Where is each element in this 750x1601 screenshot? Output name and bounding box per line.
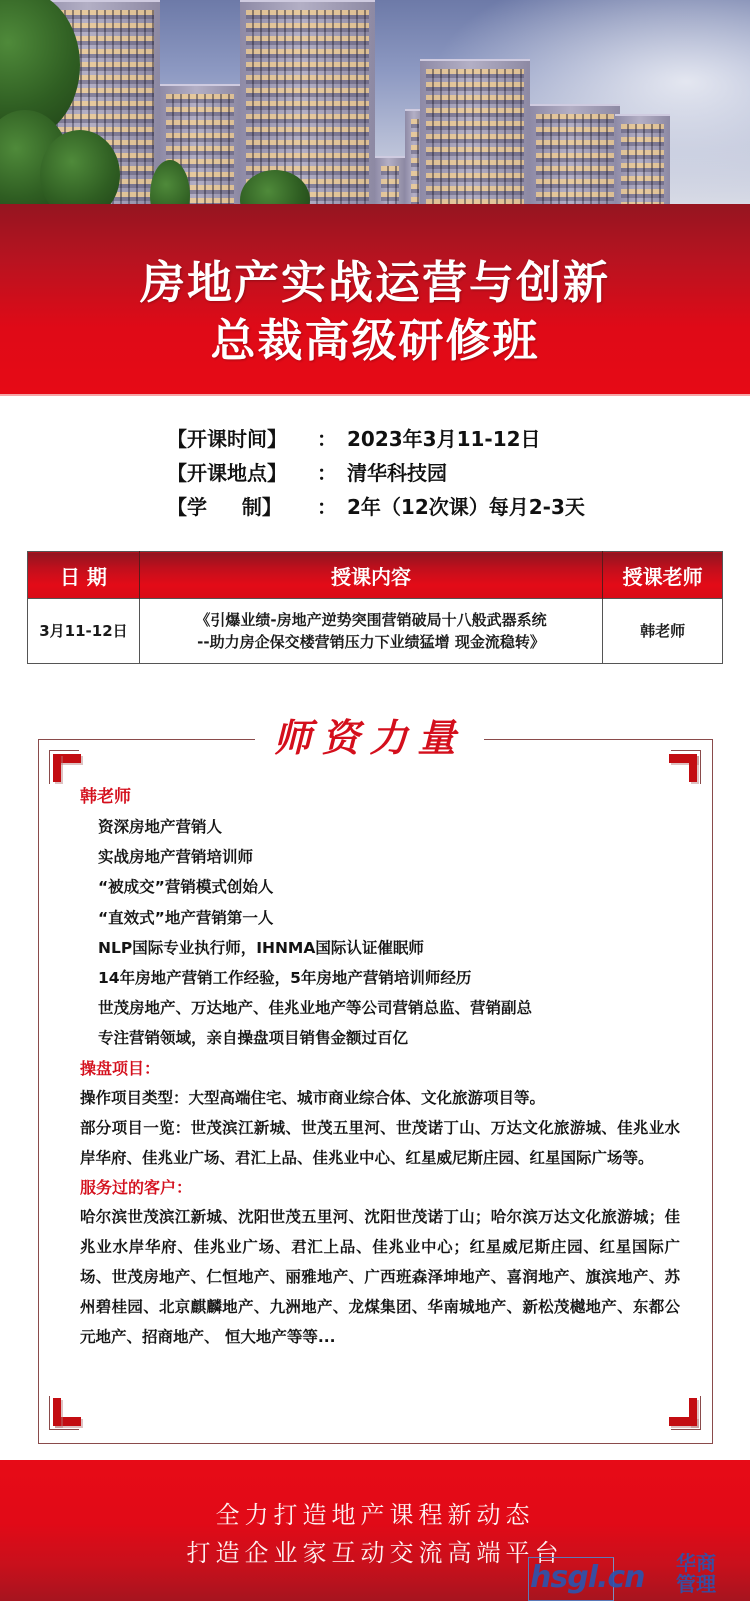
clients-list: 哈尔滨世茂滨江新城、沈阳世茂五里河、沈阳世茂诺丁山；哈尔滨万达文化旅游城；佳兆业水岸华府、佳兆业广场、君汇上品、佳兆业中心；红星威尼斯庄园、红星国际广场、世茂房地产、仁恒地产、丽雅地产、广西班森泽坤地产、喜润地产、旗滨地产、苏州碧桂园、北京麒麟地产、九洲地产、龙煤集团、华南城地产、新松茂樾地产、东都公元地产、招商地产、 恒大地产等等... (80, 1207, 680, 1346)
info-colon: ： (317, 460, 337, 485)
info-label: 【学 制】 (167, 494, 282, 519)
column-header-teacher: 授课老师 (603, 552, 723, 599)
faculty-content (80, 782, 700, 1352)
footer-slogan-1: 全力打造地产课程新动态 (215, 1501, 535, 1529)
building (375, 156, 405, 204)
footer-slogan-2: 打造企业家互动交流高端平台 (186, 1539, 564, 1567)
info-label: 【开课地点】 (167, 460, 287, 485)
content-line-1: 《引爆业绩-房地产逆势突围营销破局十八般武器系统 (195, 611, 547, 629)
projects-heading: 操盘项目： (80, 1058, 161, 1078)
page-title-line-1: 房地产实战运营与创新 (139, 256, 610, 309)
title-banner (0, 204, 750, 396)
teacher-name: 韩老师 (80, 787, 131, 807)
course-info (167, 422, 647, 524)
info-row-duration (167, 490, 647, 520)
project-list: 部分项目一览：世茂滨江新城、世茂五里河、世茂诺丁山、万达文化旅游城、佳兆业水岸华府、佳兆业广场、君汇上品、佳兆业中心、红星威尼斯庄园、红星国际广场等。 (80, 1118, 680, 1167)
credentials-list (80, 812, 700, 1054)
faculty-section-title: 师资力量 (273, 716, 466, 760)
corner-bracket-top-left-icon (49, 750, 81, 782)
info-value: 2年（12次课）每月2-3天 (347, 494, 585, 519)
credential-item: 世茂房地产、万达地产、佳兆业地产等公司营销总监、营销副总 (98, 999, 533, 1018)
credential-item: “被成交”营销模式创始人 (98, 878, 274, 897)
credential-item: 14年房地产营销工作经验，5年房地产营销培训师经历 (98, 968, 472, 987)
info-colon: ： (317, 494, 337, 519)
content-line-2: --助力房企保交楼营销压力下业绩猛增 现金流稳转》 (197, 633, 545, 651)
credential-item: NLP国际专业执行师，IHNMA国际认证催眠师 (98, 938, 424, 957)
corner-bracket-bottom-left-icon (49, 1398, 81, 1430)
project-types: 操作项目类型：大型高端住宅、城市商业综合体、文化旅游项目等。 (80, 1088, 546, 1107)
credential-item: “直效式”地产营销第一人 (98, 908, 274, 927)
clients-heading: 服务过的客户： (80, 1177, 193, 1197)
building (615, 114, 670, 204)
info-colon: ： (317, 426, 337, 451)
info-label: 【开课时间】 (167, 426, 287, 451)
cell-content (139, 599, 602, 664)
table-row (28, 599, 723, 664)
info-row-start-time (167, 422, 647, 452)
cell-teacher: 韩老师 (603, 599, 723, 664)
corner-bracket-bottom-right-icon (669, 1398, 701, 1430)
frame-top-line-left (38, 739, 255, 740)
cell-date: 3月11-12日 (28, 599, 140, 664)
building (530, 104, 620, 204)
credential-item: 实战房地产营销培训师 (98, 848, 254, 867)
watermark-text: hsgl.cn (530, 1560, 645, 1595)
hero-buildings-photo (0, 0, 750, 204)
page-title-line-2: 总裁高级研修班 (210, 314, 540, 367)
info-value: 2023年3月11-12日 (347, 426, 541, 451)
watermark-logo-icon: 华商管理 (676, 1551, 716, 1596)
building (420, 59, 530, 204)
credential-item: 专注营销领域，亲自操盘项目销售金额过百亿 (98, 1029, 409, 1048)
schedule-table (27, 551, 723, 664)
column-header-date: 日 期 (28, 552, 140, 599)
info-row-location (167, 456, 647, 486)
column-header-content: 授课内容 (139, 552, 602, 599)
credential-item: 资深房地产营销人 (98, 818, 223, 836)
frame-top-line-right (484, 739, 713, 740)
corner-bracket-top-right-icon (669, 750, 701, 782)
info-value: 清华科技园 (347, 460, 447, 485)
table-header-row (28, 552, 723, 599)
